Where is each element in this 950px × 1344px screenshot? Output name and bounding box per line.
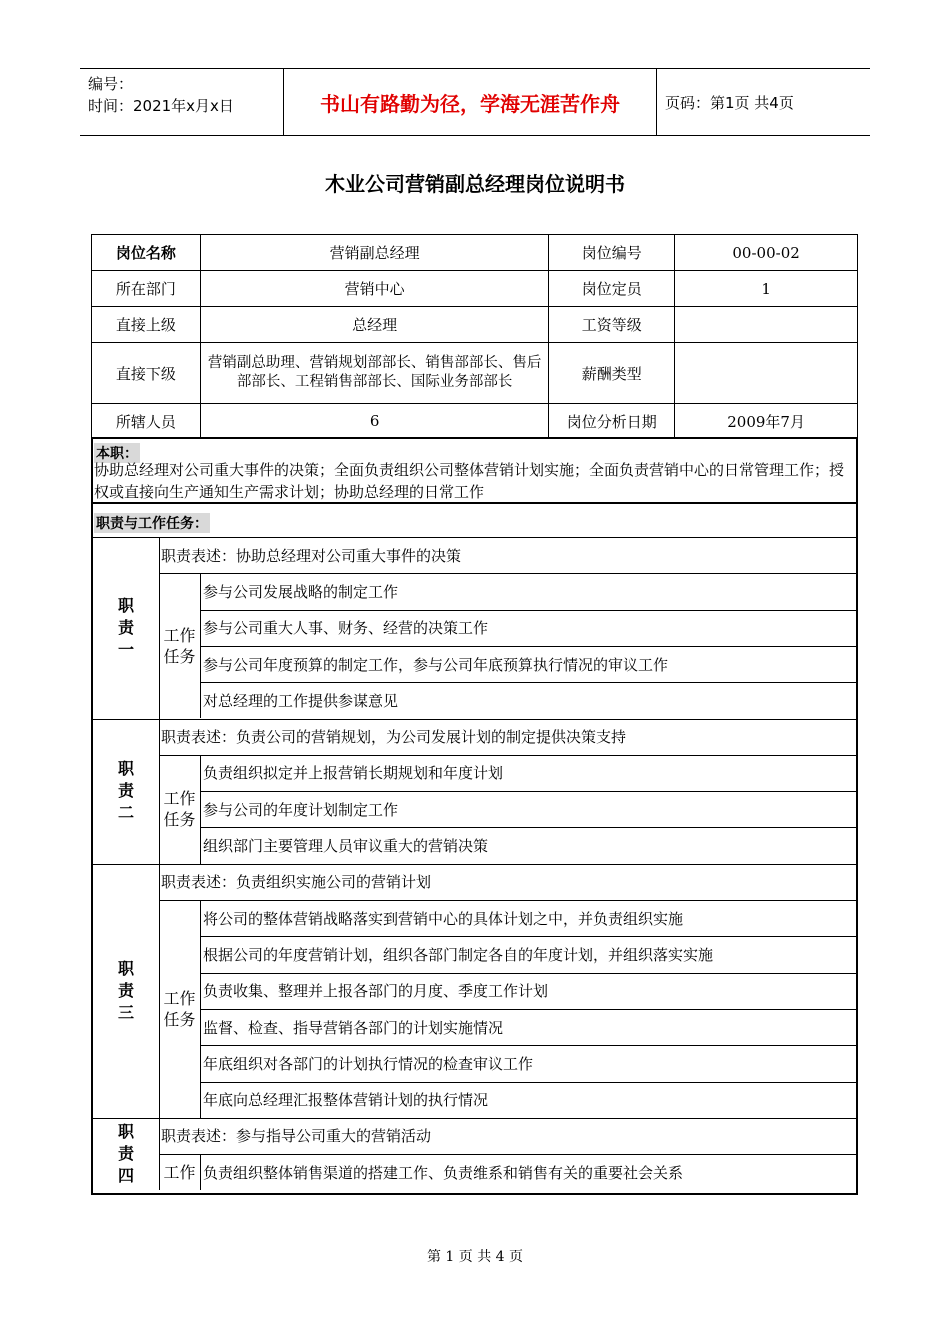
info-value: 6 (200, 404, 549, 439)
work-task-item: 参与公司重大人事、财务、经营的决策工作 (203, 619, 489, 638)
info-value: 00-00-02 (675, 235, 858, 271)
duty-label: 职 责 四 (117, 1122, 134, 1186)
info-key: 岗位定员 (549, 271, 675, 307)
info-key: 岗位名称 (92, 235, 201, 271)
column-divider (200, 1154, 201, 1190)
work-task-item: 负责组织拟定并上报营销长期规划和年度计划 (203, 764, 504, 783)
motto: 书山有路勤为径，学海无涯苦作舟 (283, 69, 657, 135)
work-task-label: 工作 (163, 1162, 196, 1182)
info-key: 直接上级 (92, 307, 201, 343)
info-row (92, 404, 858, 439)
page-code: 页码：第1页 共4页 (665, 93, 794, 112)
info-key: 薪酬类型 (549, 343, 675, 404)
info-value: 营销副总助理、营销规划部部长、销售部部长、售后部部长、工程销售部部长、国际业务部部长 (200, 343, 549, 404)
info-row (92, 271, 858, 307)
work-task-label: 工作 任务 (163, 625, 196, 666)
duty-statement: 职责表述：协助总经理对公司重大事件的决策 (161, 546, 462, 565)
work-task-label: 工作 任务 (163, 789, 196, 830)
header-left (88, 73, 234, 117)
position-info-table (91, 234, 858, 439)
duty-statement: 职责表述：参与指导公司重大的营销活动 (161, 1127, 432, 1146)
work-task-item: 监督、检查、指导营销各部门的计划实施情况 (203, 1018, 504, 1037)
page-header (80, 68, 870, 136)
document-title: 木业公司营销副总经理岗位说明书 (325, 172, 625, 196)
info-key: 岗位编号 (549, 235, 675, 271)
info-value: 2009年7月 (675, 404, 858, 439)
duty-label: 职 责 一 (117, 595, 134, 659)
duty-label: 职 责 三 (117, 958, 134, 1022)
work-task-item: 年底组织对各部门的计划执行情况的检查审议工作 (203, 1054, 534, 1073)
duty-label: 职 责 二 (117, 759, 134, 823)
duties-section-label: 职责与工作任务： (94, 513, 210, 533)
info-value (675, 343, 858, 404)
info-value (675, 307, 858, 343)
info-key: 工资等级 (549, 307, 675, 343)
info-row (92, 235, 858, 271)
info-row (92, 307, 858, 343)
duty-statement: 职责表述：负责组织实施公司的营销计划 (161, 873, 432, 892)
column-divider (200, 755, 201, 864)
info-key: 所在部门 (92, 271, 201, 307)
work-task-item: 年底向总经理汇报整体营销计划的执行情况 (203, 1091, 489, 1110)
work-task-item: 根据公司的年度营销计划，组织各部门制定各自的年度计划，并组织落实实施 (203, 945, 714, 964)
work-task-item: 负责收集、整理并上报各部门的月度、季度工作计划 (203, 982, 549, 1001)
core-duty-text: 协助总经理对公司重大事件的决策；全面负责组织公司整体营销计划实施；全面负责营销中心的日常管理工作；授权或直接向生产通知生产需求计划；协助总经理的日常工作 (94, 461, 845, 501)
core-duty-label: 本职： (94, 443, 140, 463)
info-key: 直接下级 (92, 343, 201, 404)
number-label: 编号： (88, 75, 134, 93)
info-value: 营销中心 (200, 271, 549, 307)
duties-block (91, 437, 858, 1195)
info-row (92, 343, 858, 404)
work-task-item: 参与公司的年度计划制定工作 (203, 800, 399, 819)
duty-statement: 职责表述：负责公司的营销规划，为公司发展计划的制定提供决策支持 (161, 728, 627, 747)
info-key: 岗位分析日期 (549, 404, 675, 439)
work-task-item: 负责组织整体销售渠道的搭建工作、负责维系和销售有关的重要社会关系 (203, 1163, 684, 1182)
section-divider (93, 502, 856, 504)
page-footer: 第 1 页 共 4 页 (426, 1249, 524, 1265)
info-value: 总经理 (200, 307, 549, 343)
info-key: 所辖人员 (92, 404, 201, 439)
info-value: 营销副总经理 (200, 235, 549, 271)
work-task-label: 工作 任务 (163, 988, 196, 1029)
work-task-item: 将公司的整体营销战略落实到营销中心的具体计划之中，并负责组织实施 (203, 909, 684, 928)
work-task-item: 参与公司年度预算的制定工作，参与公司年底预算执行情况的审议工作 (203, 655, 669, 674)
info-value: 1 (675, 271, 858, 307)
work-task-item: 对总经理的工作提供参谋意见 (203, 691, 399, 710)
work-task-item: 参与公司发展战略的制定工作 (203, 582, 399, 601)
time-label: 时间：2021年x月x日 (88, 97, 234, 115)
work-task-item: 组织部门主要管理人员审议重大的营销决策 (203, 837, 489, 856)
